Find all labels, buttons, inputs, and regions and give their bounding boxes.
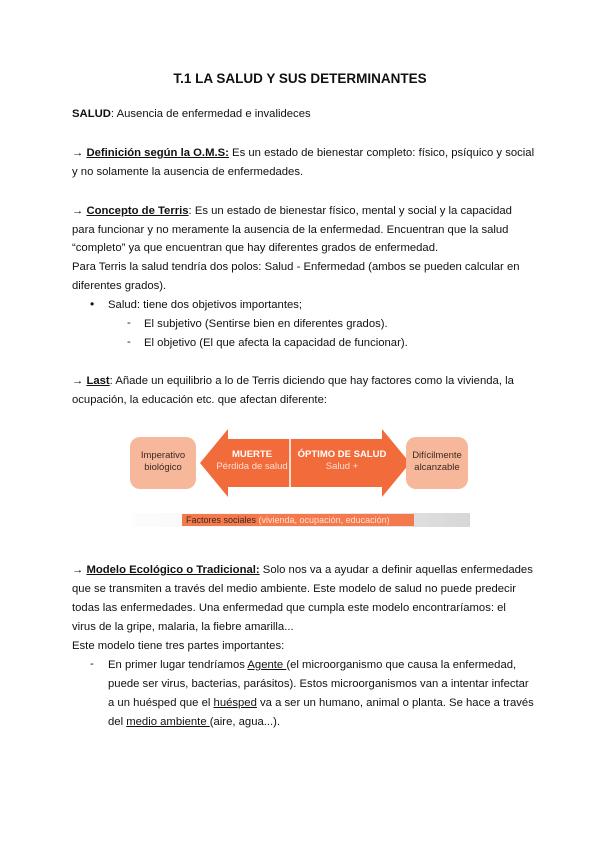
agente-term: Agente [247,659,287,671]
last-line1 [72,374,514,388]
right-box-line1: Difícilmente [412,450,462,461]
left-box-line2: biológico [144,462,182,473]
salud-definition [72,107,311,121]
social-factors-detail: (vivienda, ocupación, educación) [256,515,390,525]
last-text: : Añade un equilibrio a lo de Terris diciendo que hay factores como la vivienda, la [109,375,514,387]
optimo-label [290,449,394,473]
oms-definition-line2: y no solamente la ausencia de enfermedades. [72,166,304,178]
item-text: va a ser un humano, animal o planta. Se hace a través [256,697,534,709]
terris-term: Concepto de Terris [86,205,189,217]
terris-line2: para funcionar y no meramente la ausencia de la enfermedad. Encuentran que la salud [72,224,509,236]
modelo-item-line1 [108,658,516,672]
terris-text: : Es un estado de bienestar físico, mental y social y la capacidad [188,205,512,217]
oms-term: Definición según la O.M.S: [86,147,229,159]
item-text: a un huésped que el [108,697,214,709]
last-line2: ocupación, la educación etc. que afectan diferente: [72,394,327,406]
salud-text: : Ausencia de enfermedad e invalideces [110,108,311,120]
terris-bullet: Salud: tiene dos objetivos importantes; [108,299,303,311]
muerte-title: MUERTE [231,449,273,460]
social-factors-title: Factores sociales [186,515,257,525]
modelo-line2: que se transmiten a través del medio ambiente. Este modelo de salud no puede predecir [72,583,516,595]
optimo-title: ÓPTIMO DE SALUD [297,449,387,460]
modelo-text: Solo nos va a ayudar a definir aquellas enfermedades [259,564,533,576]
terris-line4: Para Terris la salud tendría dos polos: Salud - Enfermedad (ambos se pueden calcular en [72,261,520,273]
modelo-line1 [72,563,533,577]
dash-icon: - [127,336,131,348]
optimo-sub: Salud + [325,461,359,472]
item-text: del [108,716,127,728]
arrow-glyph: → [72,205,87,217]
arrow-glyph: → [72,564,87,576]
oms-definition-line1 [72,146,534,160]
item-text: En primer lugar tendríamos [108,659,248,671]
medio-ambiente-term: medio ambiente [126,716,210,728]
modelo-item-line3 [108,696,534,710]
muerte-label [214,449,290,473]
bullet-dot-icon: • [90,297,95,311]
right-box [406,437,468,489]
social-factors-label [186,515,390,525]
dash-icon: - [127,317,131,329]
modelo-line4: virus de la gripe, malaria, la fiebre amarilla... [72,621,294,633]
oms-text: Es un estado de bienestar completo: físico, psíquico y social [228,147,535,159]
modelo-item-line2: puede ser virus, bacterias, parásitos). Estos microorganismos van a intentar infectar [108,678,529,690]
terris-line1 [72,204,512,218]
modelo-line5: Este modelo tiene tres partes importantes: [72,640,285,652]
huesped-term: huésped [213,697,257,709]
salud-term: SALUD [72,108,111,120]
terris-line5: diferentes grados). [72,280,167,292]
arrow-glyph: → [72,147,87,159]
left-box-line1: Imperativo [140,450,186,461]
dash-icon: - [90,658,94,670]
item-text: (el microorganismo que causa la enfermedad, [286,659,517,671]
health-continuum-diagram [130,427,470,531]
page-title: T.1 LA SALUD Y SUS DETERMINANTES [173,71,427,86]
arrow-glyph: → [72,375,87,387]
muerte-sub: Pérdida de salud [216,461,288,472]
terris-line3: “completo” ya que encuentran que hay diferentes grados de enfermedad. [72,242,439,254]
terris-sub2: El objetivo (El que afecta la capacidad de funcionar). [144,337,408,349]
modelo-term: Modelo Ecológico o Tradicional: [86,564,260,576]
item-text: (aire, agua...). [209,716,281,728]
modelo-line3: todas las enfermedades. Una enfermedad que cumpla este modelo encontraríamos: el [72,602,506,614]
last-term: Last [86,375,110,387]
terris-sub1: El subjetivo (Sentirse bien en diferentes grados). [144,318,388,330]
right-box-line2: alcanzable [414,462,460,473]
modelo-item-line4 [108,715,280,729]
